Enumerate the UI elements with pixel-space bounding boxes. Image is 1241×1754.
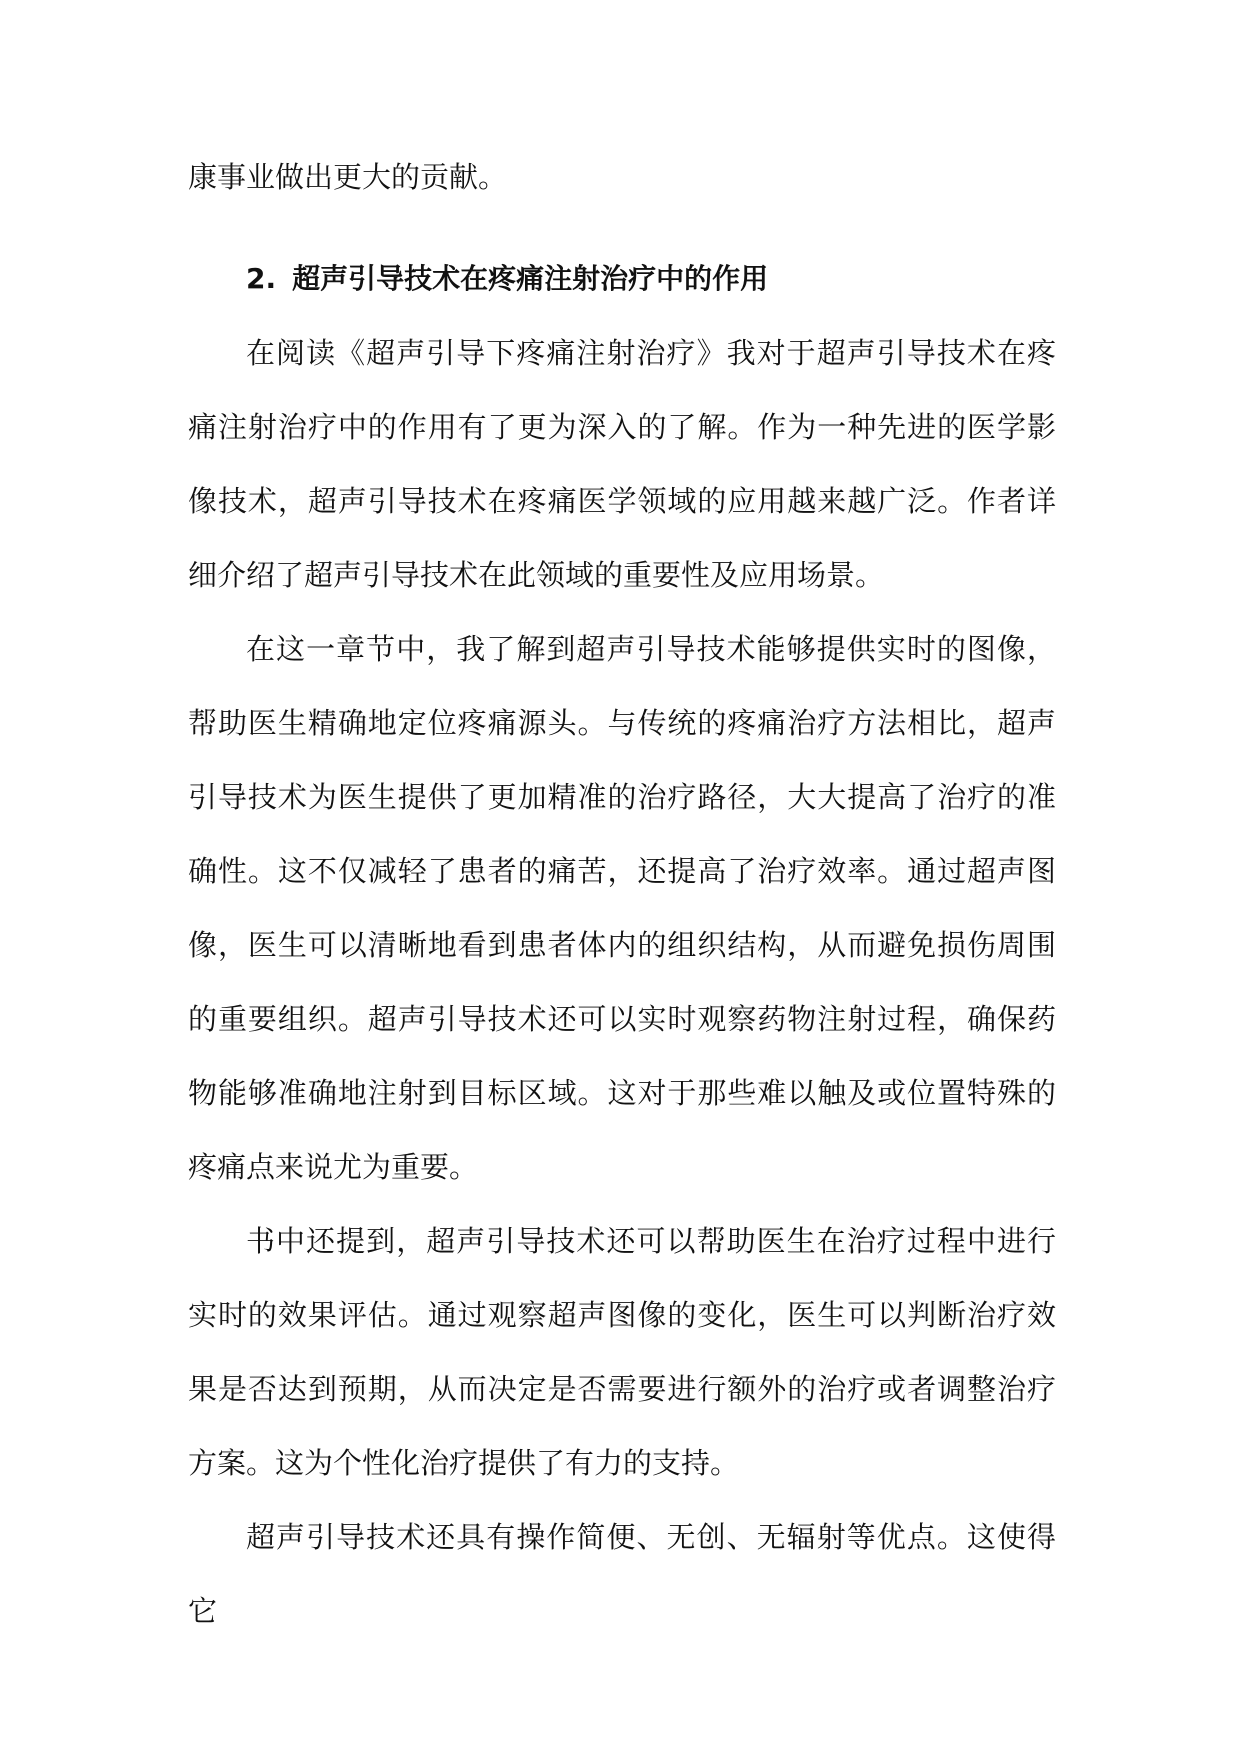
section-number: 2. [246, 262, 277, 295]
section-title: 超声引导技术在疼痛注射治疗中的作用 [292, 262, 769, 295]
paragraph-3: 书中还提到，超声引导技术还可以帮助医生在治疗过程中进行实时的效果评估。通过观察超声图像的变化，医生可以判断治疗效果是否达到预期，从而决定是否需要进行额外的治疗或者调整治疗方案。这为个性化治疗提供了有力的支持。 [188, 1224, 1056, 1480]
paragraph-4: 超声引导技术还具有操作简便、无创、无辐射等优点。这使得它 [188, 1520, 1056, 1628]
paragraph-1: 在阅读《超声引导下疼痛注射治疗》我对于超声引导技术在疼痛注射治疗中的作用有了更为深入的了解。作为一种先进的医学影像技术，超声引导技术在疼痛医学领域的应用越来越广泛。作者详细介绍了超声引导技术在此领域的重要性及应用场景。 [188, 336, 1056, 592]
continuation-paragraph: 康事业做出更大的贡献。 [188, 160, 508, 194]
paragraph-2: 在这一章节中，我了解到超声引导技术能够提供实时的图像，帮助医生精确地定位疼痛源头。与传统的疼痛治疗方法相比，超声引导技术为医生提供了更加精准的治疗路径，大大提高了治疗的准确性。这不仅减轻了患者的痛苦，还提高了治疗效率。通过超声图像，医生可以清晰地看到患者体内的组织结构，从而避免损伤周围的重要组织。超声引导技术还可以实时观察药物注射过程，确保药物能够准确地注射到目标区域。这对于那些难以触及或位置特殊的疼痛点来说尤为重要。 [188, 632, 1056, 1184]
section-heading [188, 242, 1056, 316]
document-body [188, 140, 1056, 1648]
